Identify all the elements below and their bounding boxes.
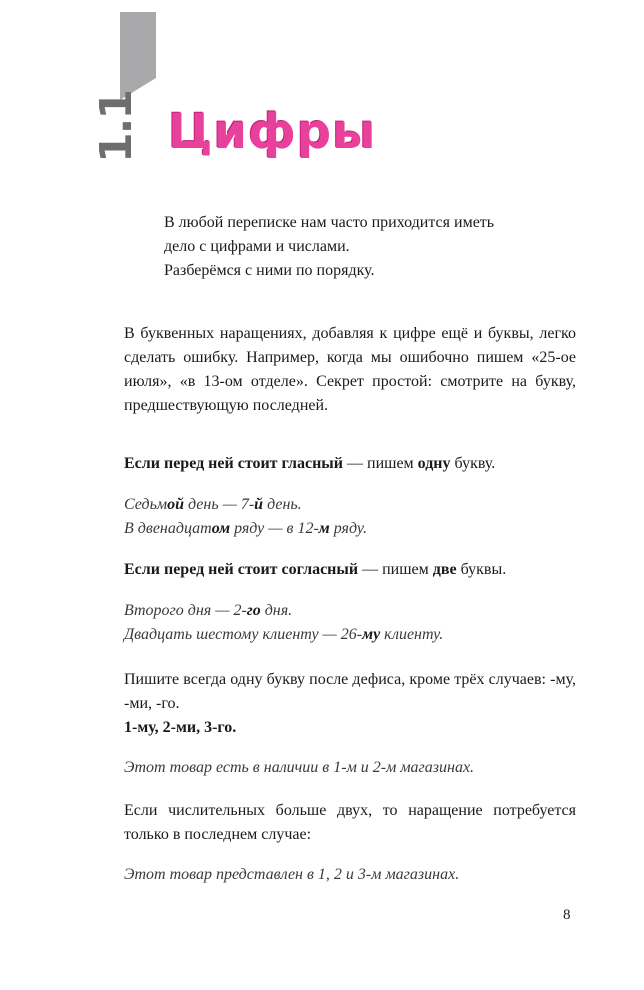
- intro-line: Разберёмся с ними по порядку.: [164, 262, 375, 279]
- rule-cons-bold: Если перед ней стоит согласный: [124, 561, 359, 578]
- example-ending: го: [246, 602, 261, 619]
- example-part: ряду — в 12-: [230, 520, 319, 537]
- example-part: Двадцать шестому клиенту — 26-: [124, 626, 363, 643]
- intro-line: дело с цифрами и числами.: [164, 238, 350, 255]
- examples-consonant: [124, 599, 576, 647]
- paragraph-2: [124, 668, 576, 740]
- example-part: день — 7-: [183, 496, 255, 513]
- paragraph-1: [124, 322, 576, 418]
- example-line: [124, 493, 576, 517]
- example-part: день.: [263, 496, 302, 513]
- bold-example-line: 1-му, 2-ми, 3-го.: [124, 719, 237, 736]
- example-part: В двенадцат: [124, 520, 212, 537]
- decorative-gray-bar: [120, 12, 156, 78]
- rule-cons-rest: буквы.: [456, 561, 507, 578]
- paragraph-3: [124, 799, 576, 847]
- rule-vowel-rest: букву.: [450, 455, 496, 472]
- example-ending: й: [254, 496, 264, 513]
- rule-vowel-bold: Если перед ней стоит гласный: [124, 455, 343, 472]
- example-part: Седьм: [124, 496, 168, 513]
- example-ending: ом: [211, 520, 231, 537]
- rule-cons-bold2: две: [432, 561, 457, 578]
- chapter-title: Цифры: [168, 104, 377, 160]
- example-line: Этот товар есть в наличии в 1-м и 2-м магазинах.: [124, 759, 475, 776]
- example-part: ряду.: [329, 520, 367, 537]
- example-part: дня.: [260, 602, 293, 619]
- examples-vowel: [124, 493, 576, 541]
- example-part: клиенту.: [380, 626, 444, 643]
- rule-cons-dash: — пишем: [358, 561, 433, 578]
- intro-line: В любой переписке нам часто приходится иметь: [164, 214, 495, 231]
- page-number: 8: [563, 907, 571, 923]
- example-line: [124, 623, 576, 647]
- example-3: [124, 756, 576, 780]
- rule-consonant: [124, 558, 576, 582]
- rule-vowel-bold2: одну: [417, 455, 451, 472]
- example-part: Второго дня — 2-: [124, 602, 247, 619]
- example-ending: ой: [167, 496, 184, 513]
- intro-text: [164, 211, 604, 283]
- example-line: Этот товар представлен в 1, 2 и 3-м магазинах.: [124, 866, 460, 883]
- example-4: [124, 863, 576, 887]
- example-line: [124, 517, 576, 541]
- chapter-number: 1.1: [91, 91, 142, 163]
- rule-vowel: [124, 452, 576, 476]
- example-ending: м: [318, 520, 330, 537]
- paragraph-text: В буквенных наращениях, добавляя к цифре ещё и буквы, легко сделать ошибку. Например, когда мы ошибочно пишем «25-ое июля», «в 13-ом отделе». Секрет простой: смотрите на букву, предшествующую последней.: [124, 325, 576, 414]
- example-line: [124, 599, 576, 623]
- example-ending: му: [362, 626, 381, 643]
- rule-vowel-dash: — пишем: [343, 455, 418, 472]
- paragraph-text: Если числительных больше двух, то наращение потребуется только в последнем случае:: [124, 802, 576, 843]
- paragraph-text: Пишите всегда одну букву после дефиса, кроме трёх случаев: -му, -ми, -го.: [124, 671, 576, 712]
